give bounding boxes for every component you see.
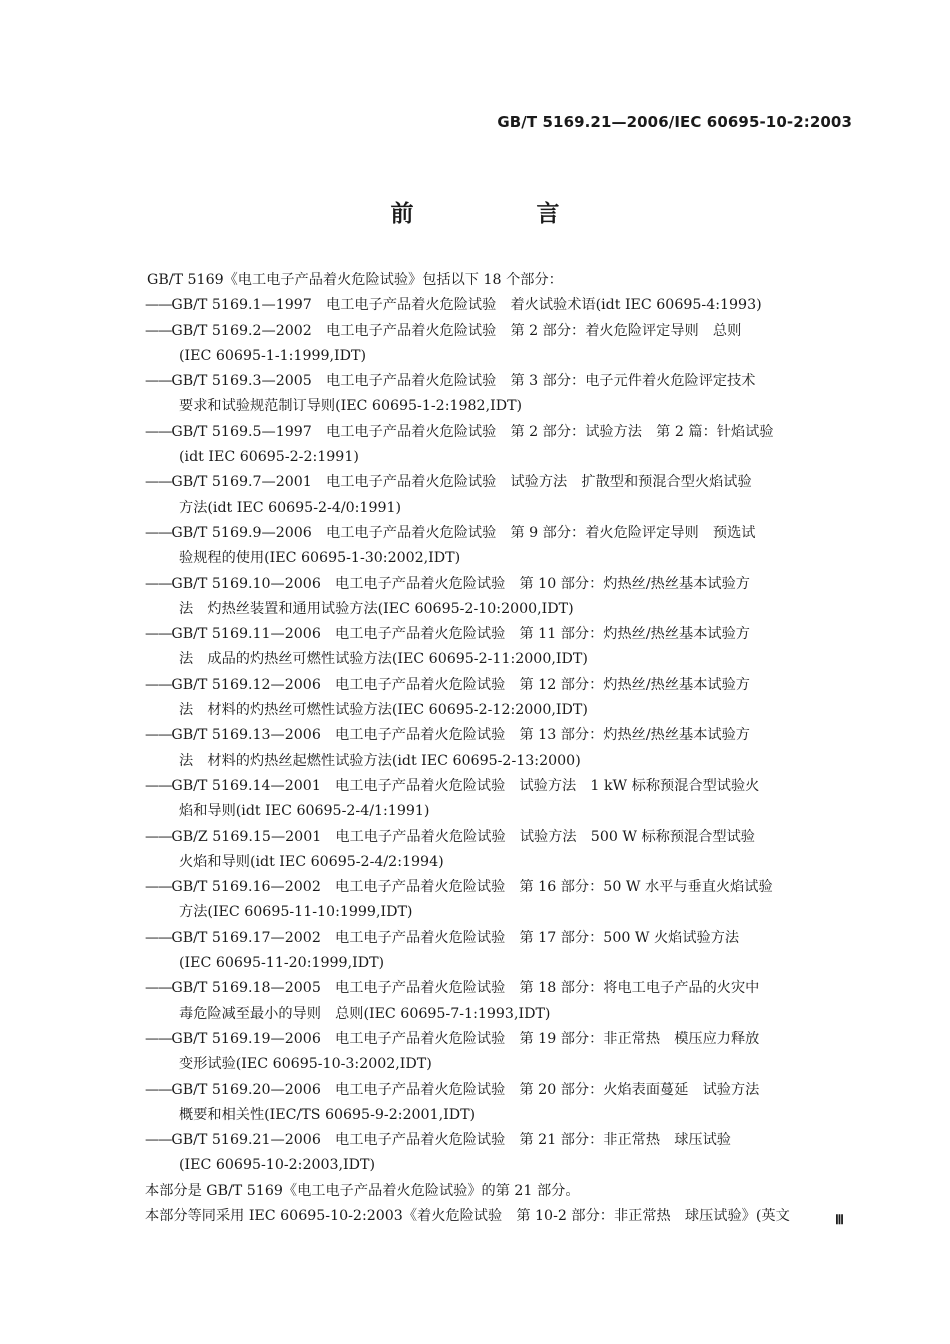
list-item-line — [145, 1027, 857, 1052]
dash-marker: —— — [145, 828, 172, 845]
list-item-text: GB/T 5169.21—2006 电工电子产品着火危险试验 第 21 部分：非正常热 球压试验 — [171, 1132, 731, 1149]
list-item-text: 火焰和导则(idt IEC 60695-2-4/2:1994) — [179, 853, 444, 870]
list-item-text: GB/T 5169.13—2006 电工电子产品着火危险试验 第 13 部分：灼热丝/热丝基本试验方 — [171, 727, 750, 744]
list-item — [145, 420, 857, 471]
list-item-text: (idt IEC 60695-2-2:1991) — [179, 449, 359, 466]
list-item-line — [145, 572, 857, 597]
dash-marker: —— — [145, 373, 172, 390]
list-item-text: GB/T 5169.7—2001 电工电子产品着火危险试验 试验方法 扩散型和预混合型火焰试验 — [171, 474, 752, 491]
list-item-continuation — [145, 344, 857, 369]
list-item — [145, 470, 857, 521]
list-item-text: 要求和试验规范制订导则(IEC 60695-1-2:1982,IDT) — [179, 398, 523, 415]
list-item-text: GB/T 5169.16—2002 电工电子产品着火危险试验 第 16 部分：50 W 水平与垂直火焰试验 — [171, 879, 773, 896]
list-item-line — [145, 825, 857, 850]
dash-marker: —— — [145, 297, 172, 314]
list-item-line — [145, 774, 857, 799]
dash-marker: —— — [145, 929, 172, 946]
list-item-text: 法 灼热丝装置和通用试验方法(IEC 60695-2-10:2000,IDT) — [179, 600, 574, 617]
list-item-continuation — [145, 546, 857, 571]
list-item-continuation — [145, 850, 857, 875]
list-item-continuation — [145, 1052, 857, 1077]
list-item-continuation — [145, 647, 857, 672]
list-item-line — [145, 470, 857, 495]
dash-marker: —— — [145, 575, 172, 592]
dash-marker: —— — [145, 524, 172, 541]
dash-marker: —— — [145, 727, 172, 744]
list-item-line — [145, 926, 857, 951]
dash-marker: —— — [145, 1030, 172, 1047]
list-item-text: GB/T 5169.1—1997 电工电子产品着火危险试验 着火试验术语(idt IEC 60695-4:1993) — [171, 297, 762, 314]
list-item — [145, 293, 857, 318]
list-item-line — [145, 976, 857, 1001]
page-number: Ⅲ — [835, 1212, 844, 1227]
list-item — [145, 319, 857, 370]
list-item-line — [145, 293, 857, 318]
list-item-continuation — [145, 698, 857, 723]
list-item-text: (IEC 60695-1-1:1999,IDT) — [179, 347, 367, 364]
dash-marker: —— — [145, 879, 172, 896]
dash-marker: —— — [145, 980, 172, 997]
intro-paragraph: GB/T 5169《电工电子产品着火危险试验》包括以下 18 个部分： — [147, 272, 563, 288]
list-item-line — [145, 875, 857, 900]
list-item-text: GB/T 5169.12—2006 电工电子产品着火危险试验 第 12 部分：灼热丝/热丝基本试验方 — [171, 676, 750, 693]
list-item-text: GB/T 5169.11—2006 电工电子产品着火危险试验 第 11 部分：灼热丝/热丝基本试验方 — [171, 626, 750, 643]
list-item-continuation — [145, 900, 857, 925]
list-item — [145, 673, 857, 724]
list-item — [145, 1027, 857, 1078]
list-item-text: GB/T 5169.19—2006 电工电子产品着火危险试验 第 19 部分：非正常热 模压应力释放 — [171, 1030, 760, 1047]
list-item-text: GB/T 5169.5—1997 电工电子产品着火危险试验 第 2 部分：试验方法 第 2 篇：针焰试验 — [171, 423, 774, 440]
list-item — [145, 521, 857, 572]
dash-marker: —— — [145, 1132, 172, 1149]
dash-marker: —— — [145, 626, 172, 643]
list-item-text: 方法(IEC 60695-11-10:1999,IDT) — [179, 904, 413, 921]
list-item-continuation — [145, 799, 857, 824]
list-item-line — [145, 673, 857, 698]
page-title: 前 言 — [390, 201, 610, 227]
list-item — [145, 723, 857, 774]
list-item-text: GB/T 5169.17—2002 电工电子产品着火危险试验 第 17 部分：500 W 火焰试验方法 — [171, 929, 740, 946]
list-item — [145, 369, 857, 420]
list-item-line — [145, 723, 857, 748]
list-item-text: GB/T 5169.10—2006 电工电子产品着火危险试验 第 10 部分：灼热丝/热丝基本试验方 — [171, 575, 750, 592]
list-item — [145, 1078, 857, 1129]
list-item-line — [145, 369, 857, 394]
list-item-text: GB/T 5169.20—2006 电工电子产品着火危险试验 第 20 部分：火焰表面蔓延 试验方法 — [171, 1081, 760, 1098]
list-item — [145, 875, 857, 926]
list-item-text: (IEC 60695-10-2:2003,IDT) — [179, 1157, 376, 1174]
list-item-text: 概要和相关性(IEC/TS 60695-9-2:2001,IDT) — [179, 1106, 476, 1123]
list-item-text: (IEC 60695-11-20:1999,IDT) — [179, 955, 385, 972]
dash-marker: —— — [145, 777, 172, 794]
list-item-line — [145, 420, 857, 445]
list-item — [145, 774, 857, 825]
list-item-continuation — [145, 1002, 857, 1027]
list-item-text: 焰和导则(idt IEC 60695-2-4/1:1991) — [179, 803, 430, 820]
list-item-continuation — [145, 749, 857, 774]
standard-code-header: GB/T 5169.21—2006/IEC 60695-10-2:2003 — [497, 113, 852, 131]
dash-marker: —— — [145, 676, 172, 693]
list-item-text: 法 材料的灼热丝起燃性试验方法(idt IEC 60695-2-13:2000) — [179, 752, 581, 769]
list-item — [145, 926, 857, 977]
list-item-continuation — [145, 951, 857, 976]
list-item-text: 法 材料的灼热丝可燃性试验方法(IEC 60695-2-12:2000,IDT) — [179, 702, 588, 719]
parts-list — [145, 293, 857, 1178]
list-item-line — [145, 319, 857, 344]
list-item-continuation — [145, 1103, 857, 1128]
list-item — [145, 1128, 857, 1179]
list-item-continuation — [145, 445, 857, 470]
dash-marker: —— — [145, 1081, 172, 1098]
list-item-text: GB/T 5169.2—2002 电工电子产品着火危险试验 第 2 部分：着火危险评定导则 总则 — [171, 322, 742, 339]
list-item-continuation — [145, 496, 857, 521]
dash-marker: —— — [145, 474, 172, 491]
list-item-text: GB/T 5169.9—2006 电工电子产品着火危险试验 第 9 部分：着火危险评定导则 预选试 — [171, 524, 756, 541]
list-item-text: GB/T 5169.18—2005 电工电子产品着火危险试验 第 18 部分：将电工电子产品的火灾中 — [171, 980, 760, 997]
list-item — [145, 976, 857, 1027]
list-item-text: 验规程的使用(IEC 60695-1-30:2002,IDT) — [179, 550, 461, 567]
list-item-continuation — [145, 394, 857, 419]
dash-marker: —— — [145, 423, 172, 440]
list-item — [145, 622, 857, 673]
list-item-text: 毒危险减至最小的导则 总则(IEC 60695-7-1:1993,IDT) — [179, 1005, 551, 1022]
list-item-line — [145, 521, 857, 546]
list-item-continuation — [145, 1153, 857, 1178]
list-item-line — [145, 622, 857, 647]
list-item-text: 变形试验(IEC 60695-10-3:2002,IDT) — [179, 1056, 432, 1073]
closing-paragraph-1: 本部分是 GB/T 5169《电工电子产品着火危险试验》的第 21 部分。 — [145, 1182, 580, 1199]
foreword-body — [145, 268, 857, 1229]
list-item-text: 法 成品的灼热丝可燃性试验方法(IEC 60695-2-11:2000,IDT) — [179, 651, 588, 668]
closing-paragraph-2: 本部分等同采用 IEC 60695-10-2:2003《着火危险试验 第 10-2 部分：非正常热 球压试验》(英文 — [145, 1207, 790, 1224]
dash-marker: —— — [145, 322, 172, 339]
list-item — [145, 572, 857, 623]
list-item-text: 方法(idt IEC 60695-2-4/0:1991) — [179, 499, 402, 516]
list-item-text: GB/T 5169.3—2005 电工电子产品着火危险试验 第 3 部分：电子元件着火危险评定技术 — [171, 373, 756, 390]
list-item-line — [145, 1078, 857, 1103]
list-item-text: GB/T 5169.14—2001 电工电子产品着火危险试验 试验方法 1 kW 标称预混合型试验火 — [171, 777, 760, 794]
list-item — [145, 825, 857, 876]
list-item-text: GB/Z 5169.15—2001 电工电子产品着火危险试验 试验方法 500 W 标称预混合型试验 — [171, 828, 755, 845]
list-item-continuation — [145, 597, 857, 622]
list-item-line — [145, 1128, 857, 1153]
